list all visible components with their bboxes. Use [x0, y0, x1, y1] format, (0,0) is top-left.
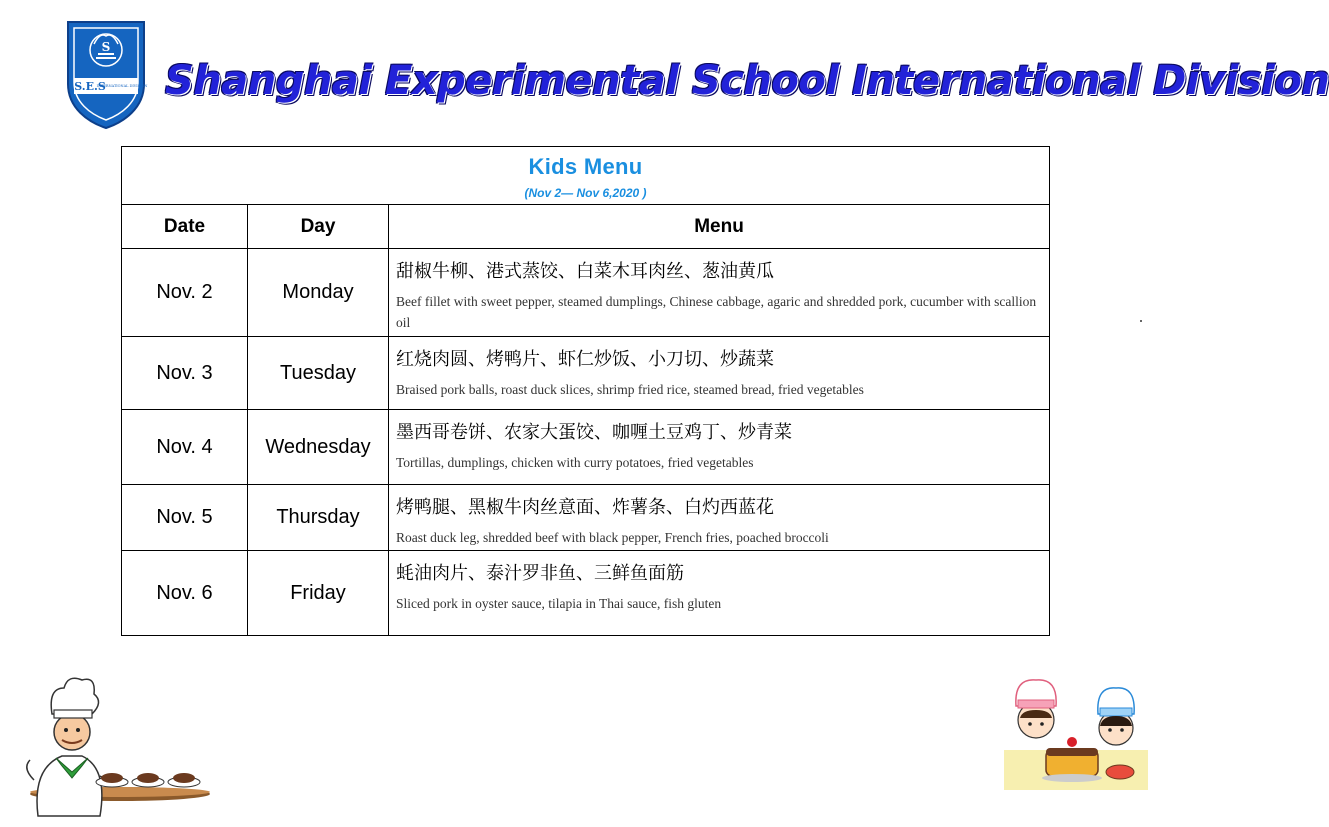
date-cell: Nov. 5: [122, 485, 248, 551]
menu-title-cell: [122, 147, 1050, 205]
kids-baking-illustration: [1000, 668, 1152, 792]
menu-chinese: 甜椒牛柳、港式蒸饺、白菜木耳肉丝、葱油黄瓜: [396, 261, 774, 282]
day-cell: Friday: [248, 551, 389, 636]
menu-english: Tortillas, dumplings, chicken with curry potatoes, fried vegetables: [396, 455, 754, 470]
menu-cell: [389, 485, 1050, 551]
day-cell: Wednesday: [248, 410, 389, 485]
menu-chinese: 烤鸭腿、黑椒牛肉丝意面、炸薯条、白灼西蓝花: [396, 497, 774, 518]
logo-text: S.E.S: [74, 80, 106, 93]
menu-cell: [389, 249, 1050, 337]
menu-title: Kids Menu: [528, 154, 643, 179]
table-row: [122, 410, 1050, 485]
column-header-menu: Menu: [389, 205, 1050, 249]
menu-english: Roast duck leg, shredded beef with black pepper, French fries, poached broccoli: [396, 530, 829, 545]
svg-text:S: S: [101, 40, 111, 54]
menu-english: Beef fillet with sweet pepper, steamed dumplings, Chinese cabbage, agaric and shredded pork, cucumber with scallion oil: [396, 294, 1037, 330]
menu-cell: [389, 337, 1050, 410]
date-cell: Nov. 2: [122, 249, 248, 337]
date-cell: Nov. 4: [122, 410, 248, 485]
column-header-day: Day: [248, 205, 389, 249]
day-cell: Monday: [248, 249, 389, 337]
table-row: [122, 485, 1050, 551]
school-name: Shanghai Experimental School International Division: [165, 58, 1329, 104]
table-row: [122, 551, 1050, 636]
menu-english: Sliced pork in oyster sauce, tilapia in Thai sauce, fish gluten: [396, 596, 722, 611]
menu-chinese: 蚝油肉片、泰汁罗非鱼、三鲜鱼面筋: [396, 563, 684, 584]
column-header-date: Date: [122, 205, 248, 249]
menu-cell: [389, 551, 1050, 636]
table-row: [122, 249, 1050, 337]
menu-chinese: 墨西哥卷饼、农家大蛋饺、咖喱土豆鸡丁、炒青菜: [396, 422, 792, 443]
day-cell: Thursday: [248, 485, 389, 551]
table-row: [122, 337, 1050, 410]
chef-illustration: [12, 668, 212, 818]
menu-date-range: (Nov 2— Nov 6,2020 ): [524, 186, 647, 200]
menu-chinese: 红烧肉圆、烤鸭片、虾仁炒饭、小刀切、炒蔬菜: [396, 349, 774, 370]
date-cell: Nov. 3: [122, 337, 248, 410]
menu-english: Braised pork balls, roast duck slices, shrimp fried rice, steamed bread, fried vegetables: [396, 382, 864, 397]
menu-cell: [389, 410, 1050, 485]
stray-dot: [1140, 320, 1142, 322]
date-cell: Nov. 6: [122, 551, 248, 636]
school-logo: [64, 18, 148, 130]
menu-table: [121, 146, 1050, 636]
logo-subtext: INTERNATIONAL DIVISION: [96, 84, 148, 88]
day-cell: Tuesday: [248, 337, 389, 410]
